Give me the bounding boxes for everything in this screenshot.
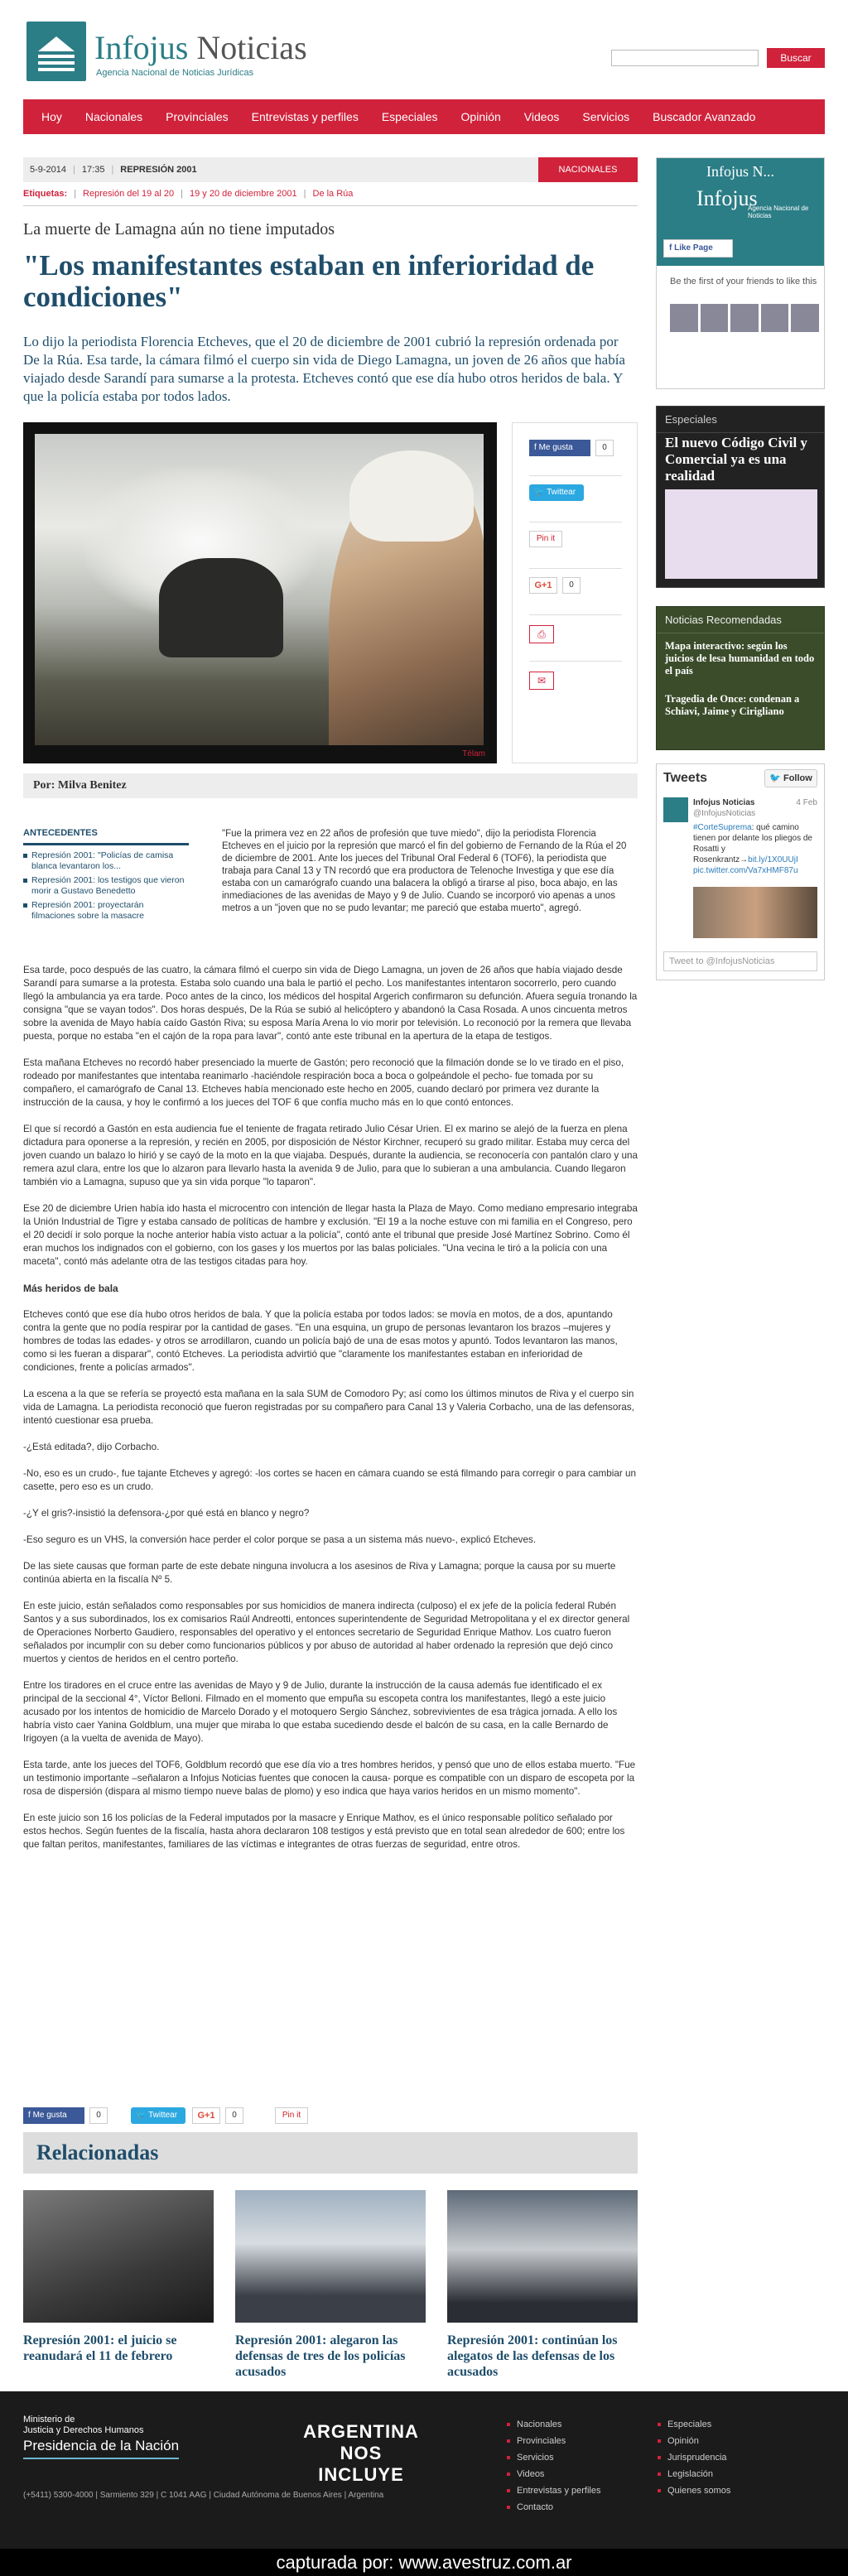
tag-link[interactable]: Represión del 19 al 20 (83, 189, 175, 199)
especiales-title[interactable]: El nuevo Código Civil y Comercial ya es una realidad (665, 435, 807, 484)
tweet-link[interactable]: bit.ly/1X0UUjI (748, 855, 798, 864)
related-title[interactable]: Represión 2001: el juicio se reanudará el 11 de febrero (23, 2333, 177, 2363)
article-byline: Por: Milva Benitez (23, 773, 638, 798)
avatar[interactable] (670, 304, 698, 332)
recommended-link[interactable]: Mapa interactivo: según los juicios de lesa humanidad en todo el país (665, 640, 815, 677)
pinterest-button[interactable]: Pin it (275, 2107, 308, 2124)
especiales-header: Especiales (657, 407, 824, 433)
article-kicker: La muerte de Lamagna aún no tiene imputados (23, 220, 335, 238)
especiales-widget (656, 406, 825, 588)
footer-presidencia[interactable]: Presidencia de la Nación (23, 2438, 179, 2459)
gplus-count: 0 (562, 577, 581, 594)
share-row-facebook (529, 430, 622, 476)
article-paragraph: Esa tarde, poco después de las cuatro, la cámara filmó el cuerpo sin vida de Diego Lamagna, un joven de 26 años que había viajado desde Sarandí para sumarse a la protesta. Estaba solo cuando una bala le partió el pecho. Los manifestantes intentaron socorrerlo, pero cuando llegó la ambulancia ya era tarde. Poco antes de la cinco, los médicos del hospital Argerich confirmaron su defunción. Afuera seguía tronando la consigna "que se vayan todos". Dos horas después, De la Rúa se subió al helicóptero y abandonó la Casa Rosada. A unos cincuenta metros sobre la avenida de Mayo había caído Gastón Riva; su esposa María Arena lo vio morir por televisión. Lo reconoció por la remera que llevaba puesta, porque no estaba "en el cajón de la ropa para lavar", contó ante este tribunal en la apertura de la etapa de testigos. (23, 965, 638, 1042)
nav-videos[interactable]: Videos (523, 110, 560, 123)
tweet-image[interactable] (693, 887, 817, 938)
pinterest-button[interactable]: Pin it (529, 531, 562, 547)
article-photo-frame (23, 422, 497, 763)
tags-bar: Etiquetas: | Represión del 19 al 20 | 19 y 20 de diciembre 2001 | De la Rúa (23, 189, 638, 206)
article-paragraph: De las siete causas que forman parte de este debate ninguna involucra a los asesinos de Riva y Lamagna; porque la causa por su muerte continúa abierta en la fiscalía Nº 5. (23, 1561, 616, 1585)
article-body (23, 964, 638, 1865)
tweet-to-input[interactable]: Tweet to @InfojusNoticias (663, 951, 817, 971)
related-title[interactable]: Represión 2001: alegaron las defensas de tres de los policías acusados (235, 2333, 406, 2379)
tweet-button[interactable]: 🐦 Twittear (529, 484, 584, 501)
nav-especiales[interactable]: Especiales (381, 110, 438, 123)
avatar[interactable] (730, 304, 759, 332)
tweet-pic-link[interactable]: pic.twitter.com/Va7xHMF87u (693, 866, 798, 875)
article-time: 17:35 (81, 165, 105, 175)
antecedentes-link[interactable]: Represión 2001: los testigos que vieron morir a Gustavo Benedetto (23, 875, 189, 897)
facebook-widget (656, 157, 825, 389)
footer-link[interactable]: Provinciales (507, 2433, 600, 2449)
facebook-like-button[interactable]: f Me gusta (529, 440, 590, 456)
print-icon[interactable]: ⎙ (529, 625, 554, 643)
site-tagline: Agencia Nacional de Noticias Jurídicas (96, 68, 254, 78)
site-header (23, 15, 825, 89)
tweet-hashtag[interactable]: #CorteSuprema (693, 823, 752, 832)
recommended-header: Noticias Recomendadas (657, 607, 824, 633)
antecedentes-box (23, 828, 189, 925)
article-paragraph: Esta tarde, ante los jueces del TOF6, Goldblum recordó que ese día vio a tres hombres heridos, y pensó que uno de ellos estaba muerto. "Fue un testimonio importante –señalaron a Infojus Noticias fuentes que conocen la causa- porque es compatible con un disparo de escopeta por la rosa de dispersión (dispara al mismo tiempo nueve balas de plomo) y eso indica que haya varios heridos en un mismo momento". (23, 1760, 636, 1797)
related-title[interactable]: Represión 2001: continúan los alegatos de las defensas de los acusados (447, 2333, 618, 2379)
facebook-icon: f (534, 443, 539, 452)
article-subhead: Más heridos de bala (23, 1283, 118, 1294)
facebook-count: 0 (595, 440, 614, 456)
share-row-gplus (529, 569, 622, 615)
site-footer (0, 2391, 848, 2549)
share-row-pinterest (529, 522, 622, 569)
facebook-page-name[interactable]: Infojus N... (706, 163, 774, 180)
category-badge[interactable]: NACIONALES (538, 157, 638, 182)
footer-link[interactable]: Entrevistas y perfiles (507, 2482, 600, 2499)
footer-links-col1 (507, 2416, 600, 2516)
article-paragraph: -Eso seguro es un VHS, la conversión hace perder el color porque se pasa a un sistema más nuevo-, explicó Etcheves. (23, 1534, 537, 1545)
avatar[interactable] (791, 304, 819, 332)
site-logo[interactable]: Infojus Noticias (94, 29, 307, 66)
article-date: 5-9-2014 (30, 165, 67, 175)
related-image[interactable] (235, 2190, 426, 2323)
share-panel (512, 422, 638, 763)
tag-link[interactable]: 19 y 20 de diciembre 2001 (189, 189, 297, 199)
main-nav (23, 99, 825, 134)
avatar[interactable] (701, 304, 729, 332)
nav-opinion[interactable]: Opinión (460, 110, 501, 123)
antecedentes-title: ANTECEDENTES (23, 828, 189, 845)
article-paragraph: En este juicio son 16 los policías de la Federal imputados por la masacre y Enrique Mathov, es el único responsable político señalado por estos hechos. Según fuentes de la fiscalía, hasta ahora declararon 108 testigos y está previsto que en total sean alrededor de 600; entre los que faltan peritos, manifestantes, familiares de las víctimas e integrantes de otras fuerzas de seguridad, entre otros. (23, 1813, 625, 1850)
footer-link[interactable]: Quienes somos (658, 2482, 730, 2499)
facebook-like-button[interactable]: f Me gusta (23, 2107, 84, 2124)
article-paragraph: Ese 20 de diciembre Urien había ido hasta el microcentro con intención de llegar hasta la Plaza de Mayo. Como mediano empresario integraba la Unión Industrial de Tigre y estaba cansado de políticas de hambre y exclusión. "El 19 a la noche estuve con mi familia en el Congreso, pero el 20 decidí ir solo porque la noche anterior había visto actuar a la policía", contó ante el tribunal que preside José Martínez Sobrino. Como él eran muchos los indignados con el gobierno, con los gases y los muertos por las balas policiales. "Una vecina le tiró a la policía con una maceta", contó más adelante otra de las testigos citadas para hoy. (23, 1203, 638, 1267)
antecedentes-link[interactable]: Represión 2001: proyectarán filmaciones sobre la masacre (23, 900, 189, 922)
footer-link[interactable]: Servicios (507, 2449, 600, 2466)
article-paragraph: -¿Está editada?, dijo Corbacho. (23, 1442, 160, 1452)
article-paragraph: En este juicio, están señalados como responsables por sus homicidios de manera indirecta (culposo) el ex jefe de la policía federal Rubén Santos y a sus subordinados, los ex comisarios Raúl Andreotti, entonces superintendente de Seguridad Metropolitana y el ex director general de Operaciones Norberto Gaudiero, responsables del operativo y el entonces secretario de Seguridad Enrique Mathov. Los cuatro fueron señalados por incumplir con su deber como funcionarios públicos y por abuso de autoridad al haber ordenado la represión que dejó cinco muertos y cientos de heridos en el centro porteño. (23, 1601, 630, 1664)
tag-link[interactable]: De la Rúa (312, 189, 354, 199)
nav-nacionales[interactable]: Nacionales (84, 110, 143, 123)
search-button[interactable]: Buscar (767, 48, 825, 68)
gplus-count: 0 (225, 2107, 243, 2124)
related-image[interactable] (23, 2190, 214, 2323)
article-paragraph: -No, eso es un crudo-, fue tajante Etcheves y agregó: -los cortes se hacen en cámara cuando se está filmando para corregir o para cambiar un casette, pero eso es un crudo. (23, 1468, 636, 1492)
footer-link[interactable]: Jurisprudencia (658, 2449, 730, 2466)
footer-links-col2 (658, 2416, 730, 2499)
twitter-icon: 🐦 (136, 2111, 149, 2120)
related-card[interactable] (235, 2190, 426, 2380)
article-section[interactable]: REPRESIÓN 2001 (120, 165, 197, 175)
share-row-twitter (529, 476, 622, 522)
especiales-image[interactable] (665, 489, 817, 579)
footer-address: (+5411) 5300-4000 | Sarmiento 329 | C 1041 AAG | Ciudad Autónoma de Buenos Aires | Argentina (23, 2491, 384, 2500)
facebook-faces (670, 304, 819, 332)
tweets-header: Tweets (663, 771, 708, 785)
footer-ministry[interactable]: Ministerio de Justicia y Derechos Humanos (23, 2415, 144, 2435)
nav-servicios[interactable]: Servicios (582, 110, 630, 123)
related-image[interactable] (447, 2190, 638, 2323)
article-paragraph: Etcheves contó que ese día hubo otros heridos de bala. Y que la policía estaba por todos lados: se movía en motos, de a dos, apuntando contra la gente que no podía respirar por la cantidad de gases. "En una esquina, un grupo de personas levantaron los brazos –mujeres y hombres de todas las edades- y otros se arrodillaron, cuando un policía bajó de una de esas motos y apuntó. Todos levantaron las manos, como si les fueran a disparar", contó Etcheves. La periodista advirtió que "claramente los manifestantes estaban en inferioridad de condiciones, frente a policías armados". (23, 1309, 618, 1373)
tweet-button[interactable]: 🐦 Twittear (131, 2107, 186, 2124)
nav-entrevistas[interactable]: Entrevistas y perfiles (251, 110, 359, 123)
footer-argentina-logo[interactable]: ARGENTINA NOS INCLUYE (303, 2421, 419, 2485)
search-input[interactable] (611, 50, 759, 66)
related-header: Relacionadas (23, 2132, 638, 2174)
article-headline: "Los manifestantes estaban en inferioridad de condiciones" (23, 249, 595, 313)
article-photo[interactable] (35, 434, 484, 745)
footer-link[interactable]: Especiales (658, 2416, 730, 2433)
capture-credit: capturada por: www.avestruz.com.ar (0, 2549, 848, 2576)
facebook-icon: f (28, 2111, 33, 2120)
article-lead: Lo dijo la periodista Florencia Etcheves, que el 20 de diciembre de 2001 cubrió la represión ordenada por De la Rúa. Esa tarde, la cámara filmó el cuerpo sin vida de Diego Lamagna, un joven de 26 años que había viajado desde Sarandí para sumarse a la protesta. Etcheves contó que ese día hubo otros heridos de bala. Y que la policía estaba por todos lados. (23, 334, 625, 404)
article-intro-paragraph: "Fue la primera vez en 22 años de profesión que tuve miedo", dijo la periodista Florencia Etcheves en el juicio por la represión que marcó el fin del gobierno de Fernando de la Rúa el 20 de diciembre de 2001. Ante los jueces del Tribunal Oral Federal 6 (TOF6), la periodista que trabaja para Canal 13 y TN recordó que era productora de Telenoche Investiga y que ese día estaba con un camarógrafo cuando una balacera la obligó a tirarse al piso, boca abajo, en las inmediaciones de las avenidas de Mayo y 9 de Julio. Cuando se incorporó vio apenas a unos metros a un "joven que no se pudo levantar; me pareció que estaba muerto", agregó. (222, 829, 627, 913)
footer-link[interactable]: Opinión (658, 2433, 730, 2449)
share-bar-bottom (23, 2106, 638, 2126)
article-paragraph: El que sí recordó a Gastón en esta audiencia fue el teniente de fragata retirado Julio César Urien. El ex marino se alejó de la fuerza en plena dictadura para oponerse a la represión, y recién en 2005, por disposición de Néstor Kirchner, recuperó su grado militar. Estaba muy cerca del joven cuando un balazo lo hirió y se cayó de la moto en la que viajaba. Después, durante la audiencia, se reconocería con pantalón claro y una remera azul clara, entre los que lo alzaron para llevarlo hasta la avenida 9 de Julio, para que lo subieran a una ambulancia. Cuando llegaron también vio a Lamagna, supuso que ya sin vida porque "lo taparon". (23, 1124, 638, 1187)
facebook-friends-text: Be the first of your friends to like this (670, 277, 817, 286)
facebook-like-page-button[interactable]: f Like Page (663, 239, 733, 258)
tweet-text: #CorteSuprema: qué camino tienen por delante los pliegos de Rosatti y Rosenkrantz→bit.ly/1X0UUjI pic.twitter.com/Va7xHMF87u (693, 823, 812, 875)
recommended-link[interactable]: Tragedia de Once: condenan a Schiavi, Jaime y Cirigliano (665, 693, 800, 717)
tweet-author[interactable]: Infojus Noticias (693, 798, 755, 807)
avatar[interactable] (663, 797, 688, 822)
tweet-date[interactable]: 4 Feb (796, 798, 817, 807)
twitter-follow-button[interactable]: 🐦 Follow (764, 769, 817, 787)
article-paragraph: La escena a la que se refería se proyectó esta mañana en la sala SUM de Comodoro Py; así como los últimos minutos de Riva y el cuerpo sin vida de Lamagna. La periodista reconoció que fueron registradas por su compañero para Canal 13 y Valeria Corbacho, una de las defensoras, intentó cuestionar esa prueba. (23, 1389, 634, 1426)
twitter-icon: 🐦 (534, 488, 547, 497)
tags-label: Etiquetas: (23, 189, 68, 199)
share-row-print (529, 615, 622, 662)
twitter-icon: 🐦 (769, 773, 783, 783)
nav-provinciales[interactable]: Provinciales (166, 110, 229, 123)
antecedentes-link[interactable]: Represión 2001: "Policías de camisa blanca levantaron los... (23, 850, 189, 872)
gplus-button[interactable]: G+1 (529, 577, 557, 594)
twitter-widget (656, 763, 825, 980)
related-card[interactable] (447, 2190, 638, 2380)
nav-hoy[interactable]: Hoy (41, 110, 62, 123)
facebook-icon: f (669, 243, 675, 253)
nav-buscador-avanzado[interactable]: Buscador Avanzado (653, 110, 756, 123)
share-row-email (529, 662, 622, 708)
email-icon[interactable]: ✉ (529, 672, 554, 690)
avatar[interactable] (761, 304, 789, 332)
facebook-count: 0 (89, 2107, 108, 2124)
article-paragraph: Entre los tiradores en el cruce entre las avenidas de Mayo y 9 de Julio, durante la instrucción de la causa además fue identificado el ex principal de la seccional 4°, Víctor Belloni. Filmado en el momento que empuña su escopeta contra los manifestantes, llegó a este juicio acusado por los intentos de homicidio de Marcelo Dorado y el motoquero Sergio Sánchez, sobrevivientes de esa trágica jornada. A ello los habría visto caer Yanina Goldblum, una mujer que miraba lo que estaba sucediendo desde el balcón de su casa, en la calle Bernardo de Irigoyen (a la vuelta de avenida de Mayo). (23, 1680, 618, 1744)
facebook-page-sub: Agencia Nacional de Noticias (748, 205, 809, 219)
recommended-widget (656, 606, 825, 750)
article-paragraph: -¿Y el gris?-insistió la defensora-¿por qué está en blanco y negro? (23, 1508, 310, 1519)
article-meta: 5-9-2014 | 17:35 | REPRESIÓN 2001 NACIONALES (23, 157, 638, 182)
logo-icon[interactable] (26, 22, 86, 81)
article-paragraph: Esta mañana Etcheves no recordó haber presenciado la muerte de Gastón; pero reconoció que la filmación donde se lo ve tirado en el piso, rodeado por manifestantes que intentaba reanimarlo -haciéndole respiración boca a boca o golpeándole el pecho- fue tomada por su compañero, el camarógrafo de Canal 13. Etcheves había mencionado este hecho en 2005, cuando declaró por primera vez durante la instrucción de la causa, y hoy le confirmó a los jueces del TOF 6 que confía mucho más en lo que contó entonces. (23, 1057, 624, 1108)
related-card[interactable] (23, 2190, 214, 2364)
footer-link[interactable]: Legislación (658, 2466, 730, 2482)
tweet-handle[interactable]: @InfojusNoticias (693, 809, 756, 818)
photo-credit: Télam (462, 749, 485, 758)
facebook-logo-text: Infojus (696, 186, 758, 210)
footer-link[interactable]: Contacto (507, 2499, 600, 2516)
footer-link[interactable]: Videos (507, 2466, 600, 2482)
footer-link[interactable]: Nacionales (507, 2416, 600, 2433)
gplus-button[interactable]: G+1 (192, 2107, 220, 2124)
facebook-cover[interactable] (657, 158, 824, 266)
